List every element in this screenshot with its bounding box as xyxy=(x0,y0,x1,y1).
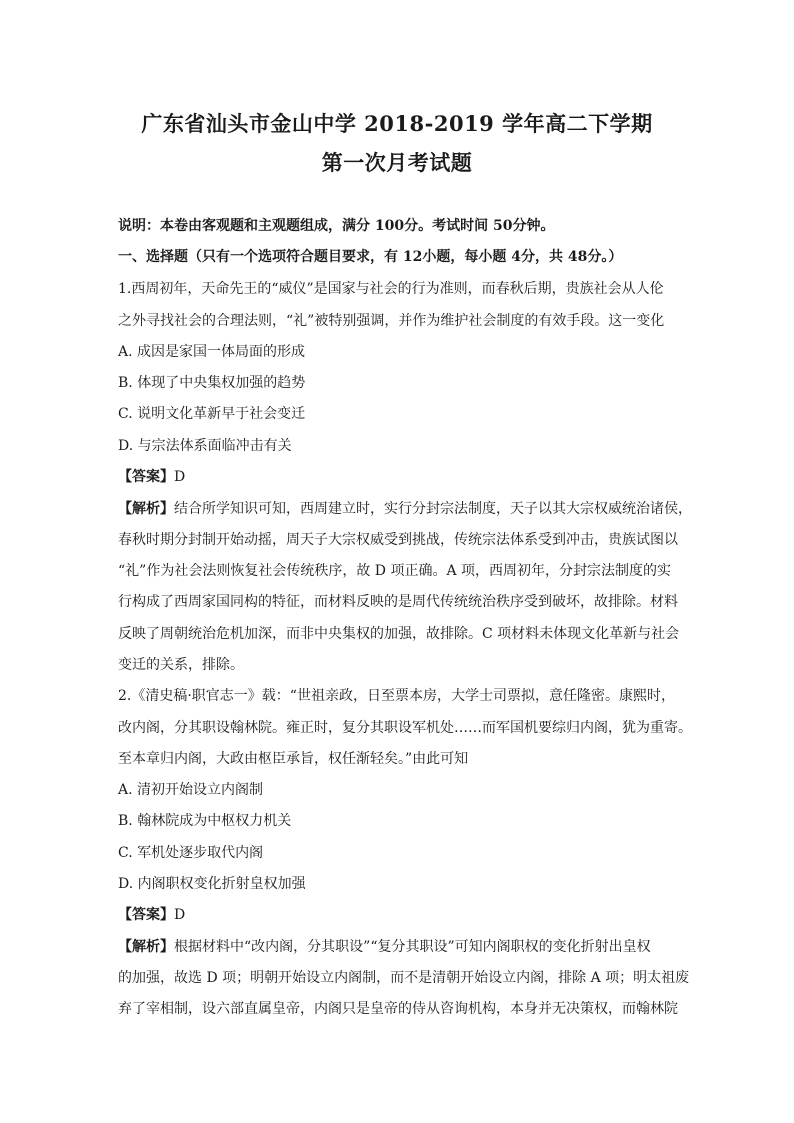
q2-option-a: A. 清初开始设立内阁制 xyxy=(118,782,264,798)
q2-analysis-line2: 的加强，故选 D 项；明朝开始设立内阁制，而不是清朝开始设立内阁，排除 A 项；明太祖废 xyxy=(118,970,690,986)
analysis-text: 根据材料中“改内阁，分其职设”“复分其职设”可知内阁职权的变化折射出皇权 xyxy=(174,939,651,955)
q1-answer xyxy=(118,467,678,487)
q2-option-c: C. 军机处逐步取代内阁 xyxy=(118,845,264,861)
exam-title-line1: 广东省汕头市金山中学 2018-2019 学年高二下学期 xyxy=(141,111,653,136)
analysis-text: 结合所学知识可知，西周建立时，实行分封宗法制度，天子以其大宗权威统治诸侯， xyxy=(174,501,692,517)
q2-analysis-line1 xyxy=(118,937,678,957)
answer-tag: 【答案】 xyxy=(118,907,174,923)
answer-value: D xyxy=(174,469,186,485)
q2-stem-line2: 改内阁，分其职设翰林院。雍正时，复分其职设军机处……而军国机要综归内阁，犹为重寄。 xyxy=(118,720,692,736)
analysis-tag: 【解析】 xyxy=(118,939,174,955)
exam-title-line2: 第一次月考试题 xyxy=(321,150,473,175)
q1-option-b: B. 体现了中央集权加强的趋势 xyxy=(118,375,306,391)
section-heading: 一、选择题（只有一个选项符合题目要求，有 12小题，每小题 4分，共 48分。） xyxy=(118,249,623,265)
q2-stem-line1: 2.《清史稿·职官志一》载：“世祖亲政，日至票本房，大学士司票拟，意任隆密。康熙时， xyxy=(118,688,675,704)
q2-option-b: B. 翰林院成为中枢权力机关 xyxy=(118,813,292,829)
q1-option-a: A. 成因是家国一体局面的形成 xyxy=(118,344,306,360)
instructions-note: 说明：本卷由客观题和主观题组成，满分 100分。考试时间 50分钟。 xyxy=(118,218,555,234)
answer-value: D xyxy=(174,907,186,923)
q1-analysis-line3: “礼”作为社会法则恢复社会传统秩序，故 D 项正确。A 项，西周初年，分封宗法制度的实 xyxy=(118,563,671,579)
analysis-tag: 【解析】 xyxy=(118,501,174,517)
q2-stem-line3: 至本章归内阁，大政由枢臣承旨，权任渐轻矣。”由此可知 xyxy=(118,751,469,767)
q1-option-c: C. 说明文化革新早于社会变迁 xyxy=(118,406,306,422)
q1-analysis-line2: 春秋时期分封制开始动摇，周天子大宗权威受到挑战，传统宗法体系受到冲击，贵族试图以 xyxy=(118,532,678,548)
q2-option-d: D. 内阁职权变化折射皇权加强 xyxy=(118,876,306,892)
q1-analysis-line5: 反映了周朝统治危机加深，而非中央集权的加强，故排除。C 项材料未体现文化革新与社会 xyxy=(118,626,680,642)
q1-stem-line1: 1.西周初年，天命先王的“威仪”是国家与社会的行为准则，而春秋后期，贵族社会从人伦 xyxy=(118,281,664,297)
q1-analysis-line6: 变迁的关系，排除。 xyxy=(118,657,244,673)
q2-answer xyxy=(118,905,678,925)
q1-analysis-line4: 行构成了西周家国同构的特征，而材料反映的是周代传统统治秩序受到破坏，故排除。材料 xyxy=(118,594,678,610)
q1-option-d: D. 与宗法体系面临冲击有关 xyxy=(118,438,292,454)
q1-analysis-line1 xyxy=(118,499,692,519)
q1-stem-line2: 之外寻找社会的合理法则，“礼”被特别强调，并作为维护社会制度的有效手段。这一变化 xyxy=(118,313,665,329)
q2-analysis-line3: 弃了宰相制，设六部直属皇帝，内阁只是皇帝的侍从咨询机构，本身并无决策权，而翰林院 xyxy=(118,1001,678,1017)
answer-tag: 【答案】 xyxy=(118,469,174,485)
